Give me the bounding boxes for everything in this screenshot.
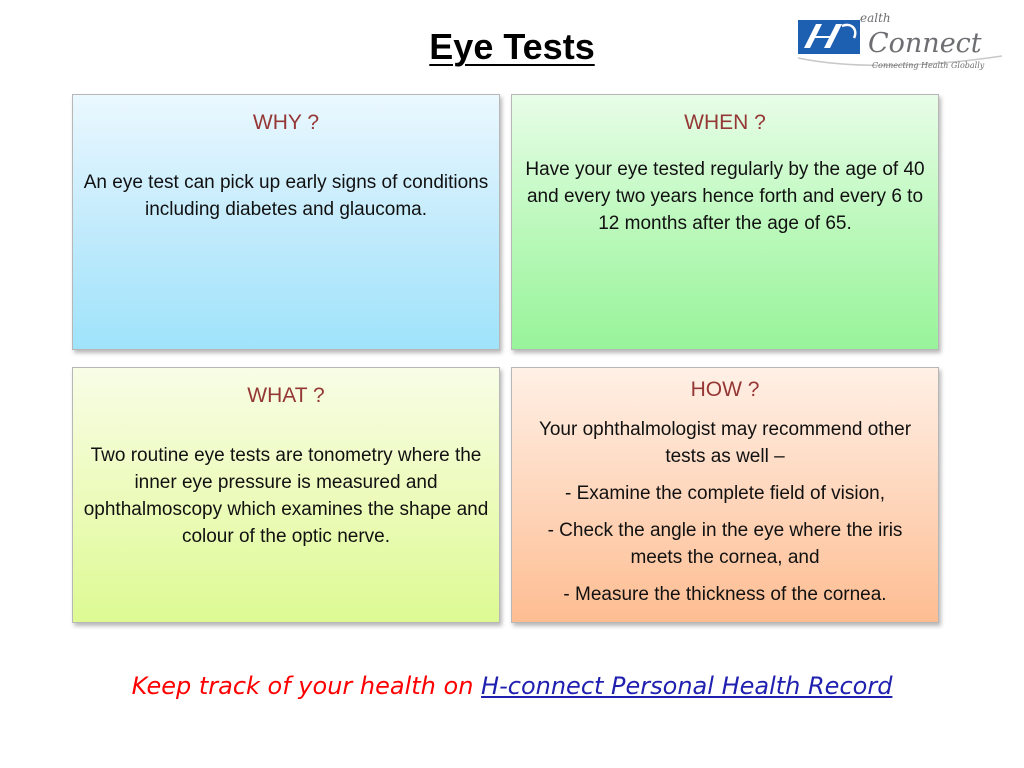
logo-tagline: Connecting Health Globally <box>872 61 985 70</box>
personal-health-record-link[interactable]: H-connect Personal Health Record <box>481 672 893 700</box>
card-how-item: - Measure the thickness of the cornea. <box>563 584 887 605</box>
card-when-heading: WHEN ? <box>684 111 766 134</box>
h-connect-logo <box>796 8 1008 72</box>
card-how <box>511 367 939 623</box>
card-how-heading: HOW ? <box>690 378 760 401</box>
card-how-item: - Check the angle in the eye where the iris meets the cornea, and <box>547 520 903 568</box>
footer-lead-text: Keep track of your health on <box>131 672 474 700</box>
card-why <box>72 94 500 350</box>
card-when-text: Have your eye tested regularly by the age of 40 and every two years hence forth and every 6 to 12 months after the age of 65. <box>525 159 925 234</box>
card-what-heading: WHAT ? <box>247 384 325 407</box>
card-why-text: An eye test can pick up early signs of conditions including diabetes and glaucoma. <box>83 172 489 220</box>
card-how-intro: Your ophthalmologist may recommend other tests as well – <box>538 419 912 467</box>
footer-cta <box>0 672 1024 700</box>
card-why-heading: WHY ? <box>252 111 320 134</box>
h-connect-logo-graphic <box>796 8 1008 72</box>
page-title: Eye Tests <box>429 26 595 67</box>
card-how-item: - Examine the complete field of vision, <box>565 483 885 504</box>
logo-wordmark: Connect <box>868 28 982 59</box>
logo-superscript: ealth <box>860 11 891 25</box>
card-what <box>72 367 500 623</box>
card-when <box>511 94 939 350</box>
card-what-text: Two routine eye tests are tonometry where the inner eye pressure is measured and ophthalmoscopy which examines the shape and colour of the optic nerve. <box>83 445 489 547</box>
